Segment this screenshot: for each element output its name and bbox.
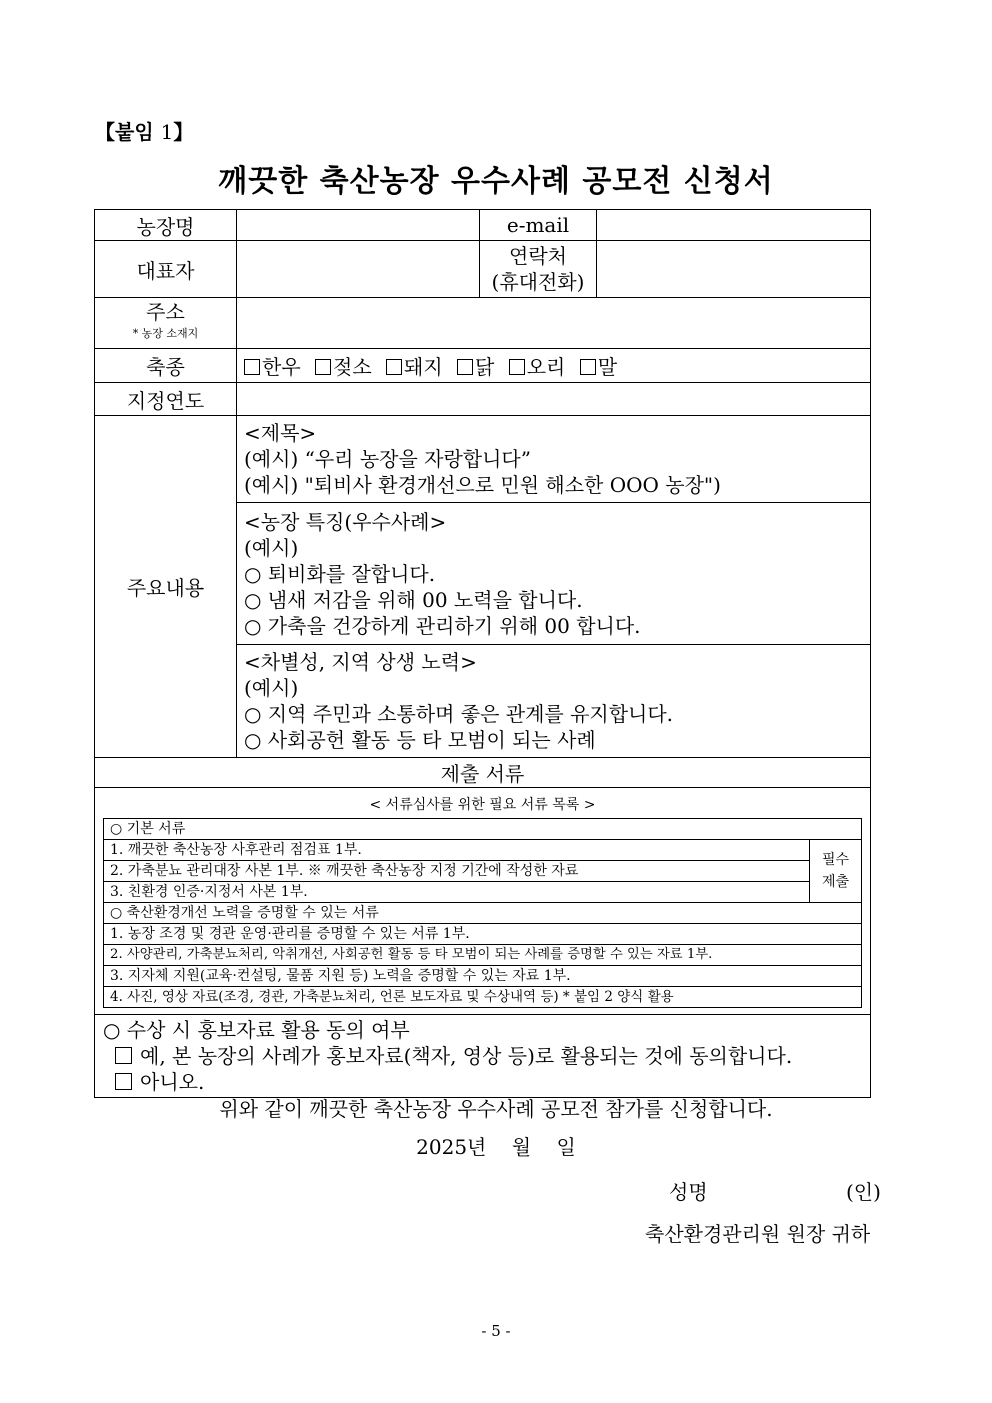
attachment-number: 1 [160,120,174,144]
checkbox-icon[interactable] [315,359,331,375]
attachment-label [95,116,193,145]
consent-block [95,1015,871,1098]
address-label [95,298,237,349]
option-label: 돼지 [404,355,443,379]
contact-field[interactable] [597,241,871,298]
email-label: e-mail [480,210,597,241]
recipient-line: 축산환경관리원 원장 귀하 [645,1222,871,1246]
doc-item: 4. 사진, 영상 자료(조경, 경관, 가축분뇨처리, 언론 보도자료 및 수상내역 등) * 붙임 2 양식 활용 [104,987,862,1008]
required-badge [810,840,862,903]
application-form [94,209,871,1098]
farm-name-label: 농장명 [95,210,237,241]
list-item: ○ 퇴비화를 잘합니다. [244,561,436,586]
section-distinct-head: <차별성, 지역 상생 노력> [244,650,477,674]
section-features-head: <농장 특징(우수사례> [244,509,447,534]
declaration-text: 위와 같이 깨끗한 축산농장 우수사례 공모전 참가를 신청합니다. [219,1097,773,1121]
livestock-option-dairy[interactable] [315,355,372,379]
checkbox-icon[interactable] [386,359,402,375]
page-title: 깨끗한 축산농장 우수사례 공모전 신청서 [218,164,774,199]
designation-year-label: 지정연도 [95,383,237,416]
list-item: ○ 지역 주민과 소통하며 좋은 관계를 유지합니다. [244,702,674,726]
consent-no-label: 아니오. [140,1070,205,1094]
checkbox-icon[interactable] [244,359,260,375]
signature-name-label: 성명 [669,1180,708,1204]
email-field[interactable] [597,210,871,241]
doc-item: 3. 지자체 지원(교육·컨설팅, 물품 지원 등) 노력을 증명할 수 있는 자료 1부. [104,966,862,987]
address-note: * 농장 소재지 [132,327,199,340]
representative-label: 대표자 [95,241,237,298]
consent-yes-label: 예, 본 농장의 사례가 홍보자료(책자, 영상 등)로 활용되는 것에 동의합니다. [140,1044,793,1068]
checkbox-icon[interactable] [115,1047,132,1064]
attachment-close: 】 [173,120,194,144]
section-distinct-example: (예시) [244,676,299,700]
section-title-example-2: (예시) "퇴비사 환경개선으로 민원 해소한 OOO 농장") [244,473,721,497]
option-label: 한우 [262,355,301,379]
seal-mark: (인) [846,1180,881,1204]
section-features-block[interactable] [237,503,871,645]
list-item: ○ 냄새 저감을 위해 00 노력을 합니다. [244,587,583,612]
consent-yes-option[interactable] [103,1043,862,1069]
doc-item: 2. 사양관리, 가축분뇨처리, 악취개선, 사회공헌 활동 등 타 모범이 되는 사례를 증명할 수 있는 자료 1부. [104,945,862,966]
list-item: ○ 가축을 건강하게 관리하기 위해 00 합니다. [244,613,641,638]
section-title-example-1: (예시) “우리 농장을 자랑합니다” [244,447,531,471]
checkbox-icon[interactable] [115,1073,132,1090]
livestock-option-pig[interactable] [386,355,443,379]
documents-table [103,818,862,1008]
section-title-block[interactable] [237,416,871,503]
representative-field[interactable] [237,241,480,298]
contact-label-text: 연락처 [509,244,567,268]
contact-label-sub: (휴대전화) [491,270,585,294]
section-distinct-block[interactable] [237,645,871,758]
main-content-label: 주요내용 [95,416,237,758]
checkbox-icon[interactable] [457,359,473,375]
basic-docs-label: ○ 기본 서류 [104,819,862,840]
doc-item: 1. 깨끗한 축산농장 사후관리 점검표 1부. [104,840,810,861]
livestock-option-chicken[interactable] [457,355,494,379]
consent-title: ○ 수상 시 홍보자료 활용 동의 여부 [103,1018,410,1042]
improvement-docs-label: ○ 축산환경개선 노력을 증명할 수 있는 서류 [104,903,862,924]
address-field[interactable] [237,298,871,349]
doc-item: 3. 친환경 인증·지정서 사본 1부. [104,882,810,903]
livestock-option-hanwoo[interactable] [244,355,301,379]
attachment-text: 【붙임 [95,120,154,144]
livestock-options [237,349,871,383]
page-number: - 5 - [481,1322,511,1340]
submission-header: 제출 서류 [95,758,871,788]
documents-list [95,788,871,1015]
section-features-example: (예시) [244,535,299,560]
checkbox-icon[interactable] [509,359,525,375]
checkbox-icon[interactable] [580,359,596,375]
option-label: 오리 [526,355,566,379]
livestock-option-duck[interactable] [509,355,566,379]
doc-item: 1. 농장 조경 및 경관 운영·관리를 증명할 수 있는 서류 1부. [104,924,862,945]
livestock-option-horse[interactable] [580,355,617,379]
doc-item: 2. 가축분뇨 관리대장 사본 1부. ※ 깨끗한 축산농장 지정 기간에 작성한 자료 [104,861,810,882]
date-line: 2025년 월 일 [416,1135,576,1159]
contact-label [480,241,597,298]
required-text-1: 필수 [821,852,850,868]
address-label-text: 주소 [146,300,185,324]
section-title-head: <제목> [244,421,317,445]
list-item: ○ 사회공헌 활동 등 타 모범이 되는 사례 [244,728,596,752]
farm-name-field[interactable] [237,210,480,241]
livestock-label: 축종 [95,349,237,383]
designation-year-field[interactable] [237,383,871,416]
required-text-2: 제출 [821,874,850,890]
option-label: 닭 [475,355,495,379]
consent-no-option[interactable] [103,1069,862,1095]
option-label: 젖소 [333,355,372,379]
documents-header: < 서류심사를 위한 필요 서류 목록 > [369,797,596,813]
option-label: 말 [597,355,618,379]
